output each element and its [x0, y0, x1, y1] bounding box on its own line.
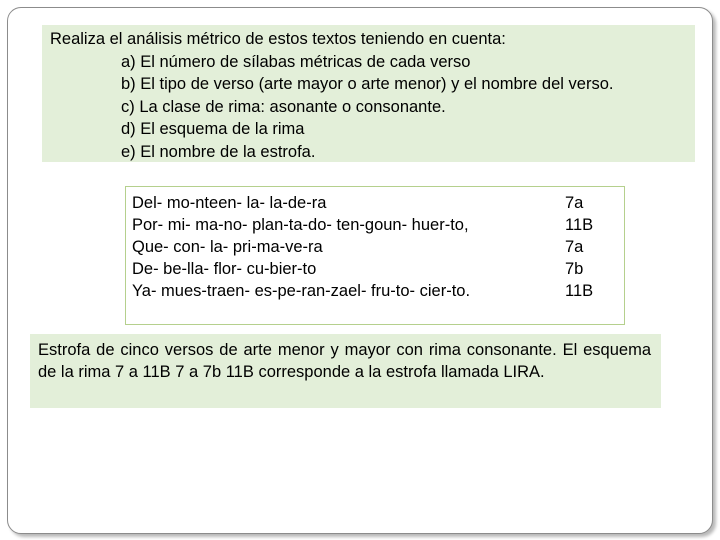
verse-meter: 7b	[565, 260, 584, 278]
verse-meter: 7a	[565, 238, 584, 256]
instruction-item-e: e) El nombre de la estrofa.	[121, 142, 316, 161]
answer-panel	[30, 334, 661, 408]
answer-text: Estrofa de cinco versos de arte menor y mayor con rima consonante. El esquema de la rima 7 a 11B 7 a 7b 11B corresponde a la estrofa llamada LIRA.	[38, 341, 651, 381]
verse-meter: 11B	[565, 216, 594, 234]
instructions-panel	[42, 25, 695, 162]
instructions-intro: Realiza el análisis métrico de estos textos teniendo en cuenta:	[50, 30, 506, 48]
verse-text: De- be-lla- flor- cu-bier-to	[132, 260, 317, 278]
verse-meter: 11B	[565, 282, 594, 300]
poem-box	[125, 186, 625, 325]
verse-text: Que- con- la- pri-ma-ve-ra	[132, 238, 323, 256]
verse-text: Del- mo-nteen- la- la-de-ra	[132, 194, 327, 212]
instruction-item-d: d) El esquema de la rima	[121, 120, 305, 138]
verse-text: Por- mi- ma-no- plan-ta-do- ten-goun- huer-to,	[132, 216, 469, 234]
instruction-item-c: c) La clase de rima: asonante o consonante.	[121, 97, 446, 116]
verse-text: Ya- mues-traen- es-pe-ran-zael- fru-to- cier-to.	[132, 282, 471, 300]
instruction-item-a: a) El número de sílabas métricas de cada verso	[121, 52, 471, 71]
verse-meter: 7a	[565, 194, 584, 212]
instruction-item-b: b) El tipo de verso (arte mayor o arte menor) y el nombre del verso.	[121, 75, 614, 93]
